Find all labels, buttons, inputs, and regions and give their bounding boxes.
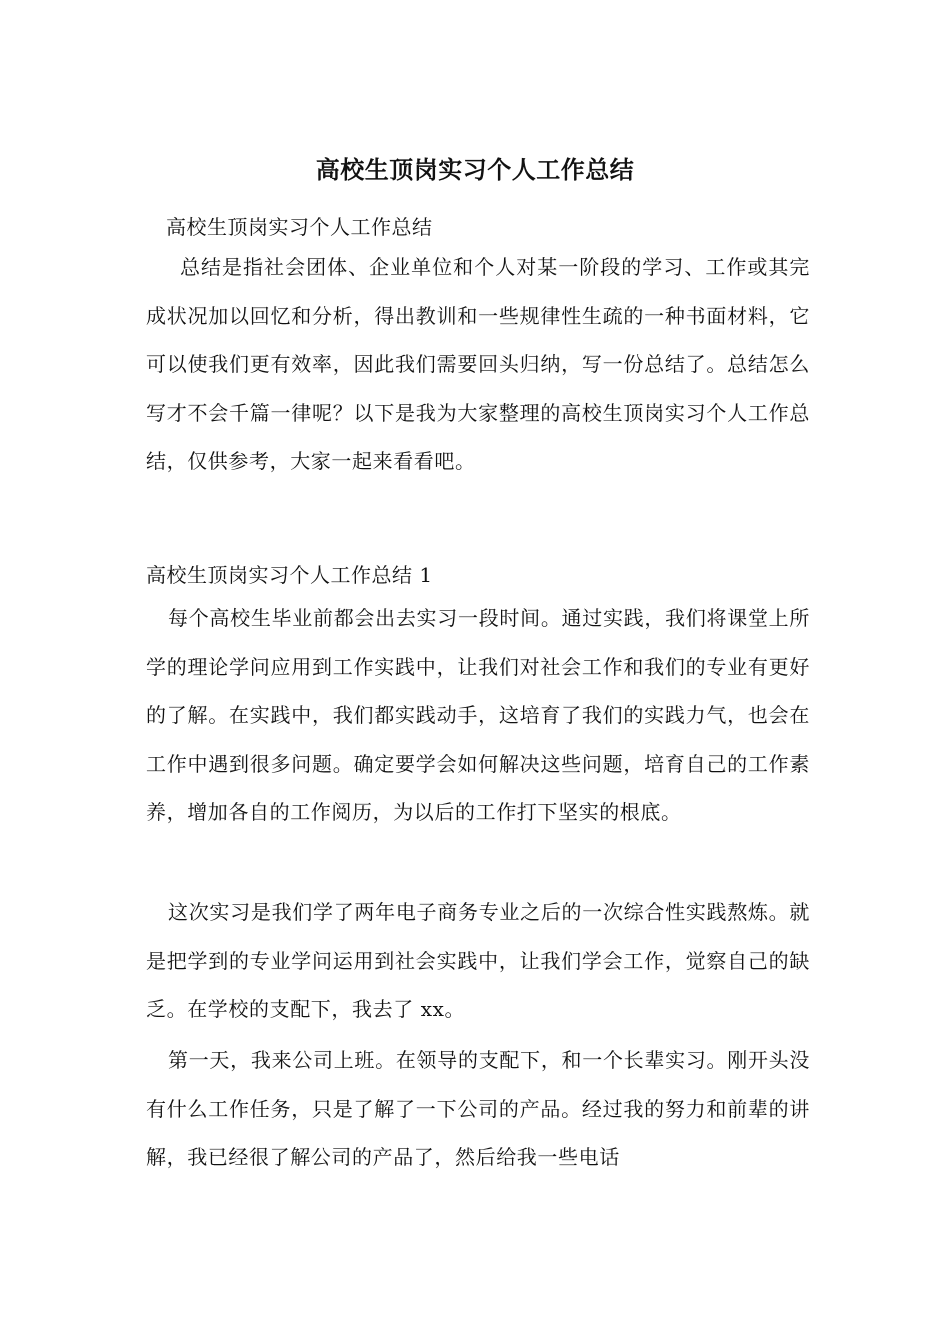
body-paragraph-1: 每个高校生毕业前都会出去实习一段时间。通过实践，我们将课堂上所学的理论学问应用到工作实践中，让我们对社会工作和我们的专业有更好的了解。在实践中，我们都实践动手，这培育了我们的实践力气，也会在工作中遇到很多问题。确定要学会如何解决这些问题，培育自己的工作素养，增加各自的工作阅历，为以后的工作打下坚实的根底。	[146, 606, 810, 824]
intro-paragraph: 总结是指社会团体、企业单位和个人对某一阶段的学习、工作或其完成状况加以回忆和分析，得出教训和一些规律性生疏的一种书面材料，它可以使我们更有效率，因此我们需要回头归纳，写一份总结了。总结怎么写才不会千篇一律呢？以下是我为大家整理的高校生顶岗实习个人工作总结，仅供参考，大家一起来看看吧。	[146, 255, 810, 473]
section-heading: 高校生顶岗实习个人工作总结 1	[146, 563, 433, 587]
body-paragraph-2: 这次实习是我们学了两年电子商务专业之后的一次综合性实践熬炼。就是把学到的专业学问运用到社会实践中，让我们学会工作，觉察自己的缺乏。在学校的支配下，我去了 xx。	[146, 900, 810, 1021]
document-title: 高校生顶岗实习个人工作总结	[315, 155, 635, 184]
document-subtitle: 高校生顶岗实习个人工作总结	[166, 215, 433, 239]
body-paragraph-3: 第一天，我来公司上班。在领导的支配下，和一个长辈实习。刚开头没有什么工作任务，只是了解了一下公司的产品。经过我的努力和前辈的讲解，我已经很了解公司的产品了，然后给我一些电话	[146, 1048, 810, 1169]
